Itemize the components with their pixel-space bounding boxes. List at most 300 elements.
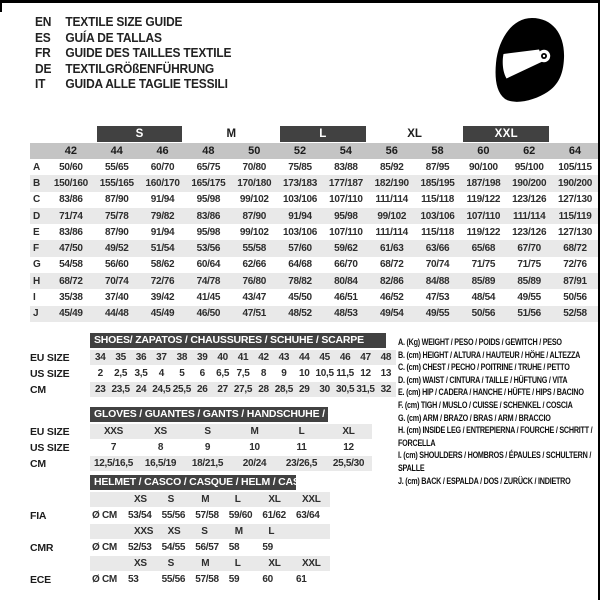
row-label: CM [30, 457, 46, 470]
diameter-label: Ø CM [92, 542, 117, 553]
measurement-value-cell: 91/94 [150, 194, 175, 206]
helmet-value-cell: 59 [228, 574, 240, 585]
measurement-value-cell: 87/90 [231, 208, 277, 224]
helmet-size-cell: XL [268, 494, 281, 505]
size-group-cell [552, 126, 598, 143]
measurement-value-cell: 190/200 [552, 175, 598, 191]
value-cell: 40 [217, 352, 228, 363]
value-cell: 10 [249, 442, 260, 453]
measurement-value-cell: 60/70 [150, 161, 175, 173]
measurement-value-cell: 99/102 [239, 194, 269, 206]
helmet-value-cell: 55/56 [161, 574, 186, 585]
measurement-value-cell: 91/94 [150, 226, 175, 238]
size-group-label: XXL [463, 126, 549, 142]
measurement-value-cell: 68/72 [552, 240, 598, 256]
measurement-value-cell: 95/100 [514, 161, 544, 173]
measurement-value-cell: 65/75 [196, 161, 221, 173]
measurement-letter: C [33, 194, 40, 206]
measurement-row [30, 240, 598, 256]
value-cell: 35 [115, 352, 126, 363]
measurement-value-cell: 51/56 [506, 306, 552, 322]
legend-entry: J. (cm) BACK / ESPALDA / DOS / ZURÜCK / INDIETRO [398, 475, 571, 486]
measurement-value-cell: 70/74 [425, 259, 450, 271]
measurement-value-cell: 103/106 [283, 226, 318, 238]
helmet-size-cell: XS [134, 494, 147, 505]
value-cell: 26 [196, 384, 208, 395]
helmet-sizes-row [30, 492, 400, 507]
measurement-row [30, 257, 598, 273]
measurement-value-cell: 64/68 [288, 259, 312, 271]
measurement-value-cell: 72/76 [563, 259, 587, 271]
measurement-value-cell: 185/195 [415, 175, 461, 191]
measurement-value-cell: 115/119 [552, 208, 598, 224]
helmet-size-cell: L [268, 526, 275, 537]
legend-entry: F. (cm) TIGH / MUSLO / CUISSE / SCHENKEL / COSCIA [398, 399, 573, 410]
table-title-bar: GLOVES / GUANTES / GANTS / HANDSCHUHE / GUANTI [90, 407, 328, 422]
guide-title: GUIDA ALLE TAGLIE TESSILI [65, 76, 228, 92]
helmet-value-cell: 60 [262, 574, 273, 585]
value-cell: 4 [158, 368, 165, 379]
helmet-size-cell: XXS [134, 526, 154, 537]
measurement-value-cell: 70/74 [94, 273, 140, 289]
measurement-value-cell: 50/56 [563, 292, 587, 304]
helmet-value-cell: 57/58 [195, 574, 219, 585]
value-cell: 42 [258, 352, 269, 363]
legend-entry: B. (cm) HEIGHT / ALTURA / HAUTEUR / HÖHE / ALTEZZA [398, 349, 581, 360]
value-cell: 28 [258, 384, 269, 395]
measurement-value-cell: 111/114 [375, 194, 408, 206]
measurement-letter: I [33, 292, 36, 304]
value-cell: 12,5/16,5 [93, 458, 133, 469]
measurement-letter: F [30, 240, 48, 256]
size-number-cell: 62 [506, 143, 552, 159]
size-group-row [30, 126, 598, 143]
measurement-value-cell: 41/45 [196, 292, 221, 304]
table-row [30, 456, 400, 471]
table-title-row [30, 407, 400, 422]
helmet-value-cell: 57/58 [195, 510, 219, 521]
measurement-value-cell: 107/110 [329, 226, 363, 238]
measurement-letter: B [30, 175, 48, 191]
measurement-value-cell: 105/115 [558, 161, 592, 173]
legend-entry: H. (cm) INSIDE LEG / ENTREPIERNA / FOURCHE / SCHRITT / FORCELLA [398, 425, 593, 448]
row-cells [90, 350, 396, 365]
legend-entry: C. (cm) CHEST / PECHO / POITRINE / TRUHE / PETTO [398, 362, 570, 373]
measurement-value-cell: 150/160 [48, 175, 94, 191]
measurement-row [30, 224, 598, 240]
measurement-value-cell: 72/76 [140, 273, 186, 289]
value-cell: XL [342, 426, 355, 437]
helmet-values-row [30, 540, 400, 555]
size-group-label: S [97, 126, 183, 142]
measurement-value-cell: 71/74 [48, 208, 94, 224]
language-code: ES [35, 29, 51, 45]
measurement-letter: G [33, 259, 41, 271]
helmet-size-cell: S [167, 558, 174, 569]
helmet-size-cell: L [234, 558, 241, 569]
table-title-row [30, 475, 400, 490]
value-cell: 2,5 [114, 368, 128, 379]
measurement-value-cell: 87/91 [552, 273, 598, 289]
value-cell: 24 [135, 384, 147, 395]
measurement-value-cell: 37/40 [104, 292, 129, 304]
measurement-value-cell: 62/66 [242, 259, 266, 271]
size-group-cell [460, 126, 552, 143]
measurement-value-cell: 123/126 [512, 226, 547, 238]
helmet-size-cell: XXL [301, 494, 321, 505]
standard-label: FIA [30, 509, 47, 522]
measurement-value-cell: 90/100 [468, 161, 498, 173]
row-label: US SIZE [30, 441, 70, 454]
row-label: EU SIZE [30, 351, 70, 364]
sizes-row-spacer [30, 143, 48, 159]
measurement-letter: A [33, 161, 40, 173]
measurement-value-cell: 119/122 [466, 194, 501, 206]
helmet-value-cell: 58 [228, 542, 240, 553]
measurement-value-cell: 95/98 [196, 194, 221, 206]
measurement-value-cell: 155/165 [94, 175, 140, 191]
measurement-value-cell: 177/187 [323, 175, 369, 191]
guide-title: GUÍA DE TALLAS [65, 29, 162, 45]
helmet-sizes-cells [90, 524, 330, 539]
legend-entry: E. (cm) HIP / CADERA / HANCHE / HÜFTE / HIPS / BACINO [398, 387, 584, 398]
language-row [35, 14, 231, 30]
helmet-size-cell: XS [167, 526, 181, 537]
measurement-value-cell: 99/102 [369, 208, 415, 224]
measurement-value-cell: 91/94 [277, 208, 323, 224]
value-cell: 2 [97, 368, 103, 379]
helmet-size-cell: XS [134, 558, 147, 569]
measurement-value-cell: 173/183 [277, 175, 323, 191]
size-group-label: L [280, 126, 366, 142]
helmet-values-cells [90, 572, 330, 587]
language-code: FR [35, 45, 51, 61]
helmet-size-cell [296, 524, 330, 539]
measurement-value-cell: 50/56 [460, 306, 506, 322]
value-cell: 18/21,5 [191, 458, 224, 469]
size-group-label: XL [407, 128, 422, 140]
measurement-value-cell: 51/54 [140, 240, 186, 256]
measurement-value-cell: 48/52 [277, 306, 323, 322]
accessory-size-tables [30, 333, 400, 588]
measurement-value-cell: 45/49 [48, 306, 94, 322]
measurement-value-cell: 63/66 [415, 240, 461, 256]
language-title-list [35, 14, 231, 92]
measurement-value-cell: 165/175 [185, 175, 231, 191]
value-cell: 23 [94, 384, 106, 395]
size-group-cell [277, 126, 369, 143]
helmet-value-cell [296, 540, 330, 555]
measurement-value-cell: 54/58 [59, 259, 83, 271]
measurement-value-cell: 79/82 [140, 208, 186, 224]
measurement-value-cell: 50/60 [59, 161, 83, 173]
measurement-value-cell: 75/78 [94, 208, 140, 224]
measurement-value-cell: 74/78 [185, 273, 231, 289]
row-cells [90, 424, 372, 439]
value-cell: 27,5 [233, 384, 253, 395]
measurement-value-cell: 43/47 [242, 292, 266, 304]
measurement-value-cell: 76/80 [231, 273, 277, 289]
helmet-value-cell: 59 [262, 542, 273, 553]
measurement-value-cell: 55/65 [104, 161, 129, 173]
helmet-value-cell: 63/64 [295, 510, 320, 521]
value-cell: 8 [157, 442, 164, 453]
standard-label: CMR [30, 541, 54, 554]
measurement-value-cell: 68/72 [379, 259, 404, 271]
value-cell: 25,5 [172, 384, 191, 395]
measurement-value-cell: 83/88 [334, 161, 358, 173]
helmet-sizes-cells [90, 556, 330, 571]
value-cell: 46 [339, 352, 351, 363]
value-cell: S [204, 426, 211, 437]
size-number-cell: 58 [415, 143, 461, 159]
size-group-cell [30, 126, 94, 143]
measurement-value-cell: 60/64 [196, 259, 221, 271]
diameter-column-spacer [90, 556, 128, 571]
value-cell: L [298, 426, 305, 437]
value-cell: 28,5 [274, 384, 293, 395]
table-row [30, 366, 400, 381]
value-cell: 24,5 [152, 384, 171, 395]
measurement-value-cell: 53/56 [185, 240, 231, 256]
measurement-letter: E [33, 226, 40, 238]
measurement-value-cell: 56/60 [104, 259, 129, 271]
measurement-value-cell: 44/48 [94, 306, 140, 322]
value-cell: 38 [176, 352, 188, 363]
measurement-value-cell: 46/51 [334, 292, 358, 304]
measurement-value-cell: 78/82 [277, 273, 323, 289]
measurement-value-cell: 83/86 [185, 208, 231, 224]
helmet-size-cell: XL [268, 558, 281, 569]
measurement-value-cell: 85/89 [460, 273, 506, 289]
measurement-value-cell: 84/88 [415, 273, 461, 289]
value-cell: 13 [380, 368, 392, 379]
value-cell: 43 [278, 352, 290, 363]
measurement-value-cell: 103/106 [283, 194, 318, 206]
measurement-value-cell: 46/50 [185, 306, 231, 322]
measurement-value-cell: 182/190 [369, 175, 415, 191]
value-cell: 5 [179, 368, 185, 379]
size-number-cell: 44 [94, 143, 140, 159]
measurement-value-cell: 82/86 [369, 273, 415, 289]
table-title-bar: SHOES/ ZAPATOS / CHAUSSURES / SCHUHE / SCARPE [90, 333, 386, 348]
guide-title: TEXTILGRÖßENFÜHRUNG [65, 60, 215, 76]
measurement-value-cell: 87/90 [104, 226, 129, 238]
helmet-size-cell: S [167, 494, 174, 505]
measurement-row [30, 159, 598, 175]
value-cell: 32 [380, 384, 392, 395]
value-cell: 10,5 [315, 368, 334, 379]
value-cell: 34 [94, 352, 106, 363]
measurement-value-cell: 83/86 [59, 194, 83, 206]
measurement-value-cell: 160/170 [140, 175, 186, 191]
measurement-value-cell: 35/38 [59, 292, 83, 304]
helmet-size-table [30, 475, 400, 587]
table-title-bar: HELMET / CASCO / CASQUE / HELM / CASCO [90, 475, 296, 490]
helmet-value-cell: 56/57 [195, 542, 219, 553]
textile-size-table [30, 126, 598, 322]
value-cell: 44 [299, 352, 310, 363]
shoes-size-table [30, 333, 400, 397]
measurement-value-cell: 45/49 [140, 306, 186, 322]
helmet-values-row [30, 572, 400, 587]
table-row [30, 350, 400, 365]
measurement-row [30, 273, 598, 289]
language-row [35, 76, 231, 92]
helmet-values-cells [90, 508, 330, 523]
value-cell: 16,5/19 [144, 458, 177, 469]
row-label: US SIZE [30, 367, 70, 380]
measurement-value-cell: 127/130 [558, 194, 593, 206]
legend-entry: A. (Kg) WEIGHT / PESO / POIDS / GEWITCH / PESO [398, 337, 562, 347]
measurement-value-cell: 61/63 [369, 240, 415, 256]
size-number-cell: 64 [552, 143, 598, 159]
language-code: EN [35, 14, 52, 29]
value-cell: 27 [217, 384, 228, 395]
measurement-value-cell: 127/130 [558, 226, 593, 238]
size-group-cell [94, 126, 186, 143]
standard-label: ECE [30, 573, 51, 586]
value-cell: 25,5/30 [332, 458, 365, 469]
value-cell: 12 [360, 368, 371, 379]
size-number-cell: 60 [460, 143, 506, 159]
helmet-value-cell: 61 [295, 574, 307, 585]
measurement-value-cell: 80/84 [323, 273, 369, 289]
value-cell: 7,5 [236, 368, 250, 379]
row-label: CM [30, 383, 46, 396]
measurement-legend-list [398, 336, 598, 487]
measurement-value-cell: 71/75 [517, 259, 541, 271]
helmet-value-cell: 61/62 [262, 510, 286, 521]
measurement-value-cell: 99/102 [239, 226, 269, 238]
measurement-value-cell: 119/122 [466, 226, 501, 238]
value-cell: 30,5 [335, 384, 355, 395]
measurement-value-cell: 83/86 [59, 226, 83, 238]
measurement-value-cell: 190/200 [506, 175, 552, 191]
value-cell: 3,5 [134, 368, 148, 379]
size-number-cell: 56 [369, 143, 415, 159]
helmet-size-cell: M [201, 494, 210, 505]
measurement-value-cell: 87/90 [104, 194, 129, 206]
row-cells [90, 366, 396, 381]
size-group-cell [185, 126, 277, 143]
helmet-value-cell: 55/56 [161, 510, 186, 521]
value-cell: 39 [196, 352, 208, 363]
value-cell: 9 [281, 368, 287, 379]
frame-border-tick [0, 3, 2, 12]
helmet-value-cell: 53/54 [128, 510, 152, 521]
language-code: IT [35, 76, 46, 92]
value-cell: 23/26,5 [285, 458, 318, 469]
value-cell: 7 [110, 442, 117, 453]
gloves-size-table [30, 407, 400, 471]
table-row [30, 440, 400, 455]
value-cell: 9 [204, 442, 211, 453]
size-number-cell: 48 [185, 143, 231, 159]
value-cell: 6,5 [216, 368, 230, 379]
measurement-value-cell: 95/98 [323, 208, 369, 224]
language-row [35, 45, 231, 61]
value-cell: 6 [199, 368, 205, 379]
legend-entry: G. (cm) ARM / BRAZO / BRAS / ARM / BRACCIO [398, 412, 551, 423]
measurement-row [30, 208, 598, 224]
measurement-value-cell: 123/126 [512, 194, 547, 206]
value-cell: 31,5 [356, 384, 375, 395]
value-cell: 10 [299, 368, 310, 379]
measurement-row [30, 289, 598, 305]
size-group-cell [369, 126, 461, 143]
measurement-value-cell: 45/50 [288, 292, 312, 304]
value-cell: M [250, 426, 259, 437]
helmet-sizes-row [30, 556, 400, 571]
diameter-label: Ø CM [92, 574, 117, 585]
helmet-value-cell: 54/55 [161, 542, 186, 553]
helmet-value-cell: 52/53 [128, 542, 152, 553]
helmet-sizes-cells [90, 492, 330, 507]
table-title-row [30, 333, 400, 348]
language-code: DE [35, 60, 52, 76]
measurement-value-cell: 58/62 [150, 259, 175, 271]
row-cells [90, 456, 372, 471]
measurement-value-cell: 107/110 [329, 194, 363, 206]
table-row [30, 424, 400, 439]
row-cells [90, 440, 372, 455]
helmet-size-cell: M [234, 526, 243, 537]
legend-entry: I. (cm) SHOULDERS / HOMBROS / ÉPAULES / SCHULTERN / SPALLE [398, 450, 592, 473]
measurement-value-cell: 95/98 [196, 226, 221, 238]
measurement-value-cell: 85/92 [379, 161, 404, 173]
measurement-value-cell: 49/55 [415, 306, 461, 322]
size-number-cell: 42 [48, 143, 94, 159]
value-cell: 8 [260, 368, 267, 379]
helmet-size-cell: L [234, 494, 241, 505]
value-cell: 36 [135, 352, 147, 363]
value-cell: 41 [237, 352, 249, 363]
measurement-value-cell: 85/89 [506, 273, 552, 289]
value-cell: 12 [343, 442, 354, 453]
diameter-column-spacer [90, 492, 128, 507]
measurement-value-cell: 57/60 [277, 240, 323, 256]
measurement-value-cell: 48/54 [471, 292, 496, 304]
measurement-value-cell: 47/50 [48, 240, 94, 256]
measurement-legend [398, 336, 598, 487]
measurement-value-cell: 107/110 [460, 208, 506, 224]
value-cell: 23,5 [111, 384, 130, 395]
measurement-value-cell: 47/51 [231, 306, 277, 322]
measurement-value-cell: 115/118 [421, 194, 455, 206]
measurement-value-cell: 52/58 [552, 306, 598, 322]
measurement-value-cell: 39/42 [150, 292, 175, 304]
value-cell: 20/24 [242, 458, 267, 469]
value-cell: 30 [319, 384, 330, 395]
measurement-value-cell: 66/70 [334, 259, 358, 271]
measurement-value-cell: 47/53 [425, 292, 450, 304]
value-cell: 45 [319, 352, 330, 363]
helmet-values-cells [90, 540, 330, 555]
measurement-value-cell: 70/80 [242, 161, 266, 173]
racing-helmet-icon [490, 15, 568, 109]
helmet-values-row [30, 508, 400, 523]
measurement-value-cell: 55/58 [231, 240, 277, 256]
value-cell: XS [154, 426, 167, 437]
measurement-row [30, 192, 598, 208]
legend-entry: D. (cm) WAIST / CINTURA / TAILLE / HÜFTUNG / VITA [398, 374, 568, 385]
helmet-value-cell: 59/60 [228, 510, 253, 521]
size-group-label: M [226, 128, 237, 140]
measurement-value-cell: 67/70 [506, 240, 552, 256]
measurement-value-cell: 59/62 [323, 240, 369, 256]
measurement-value-cell: 65/68 [460, 240, 506, 256]
